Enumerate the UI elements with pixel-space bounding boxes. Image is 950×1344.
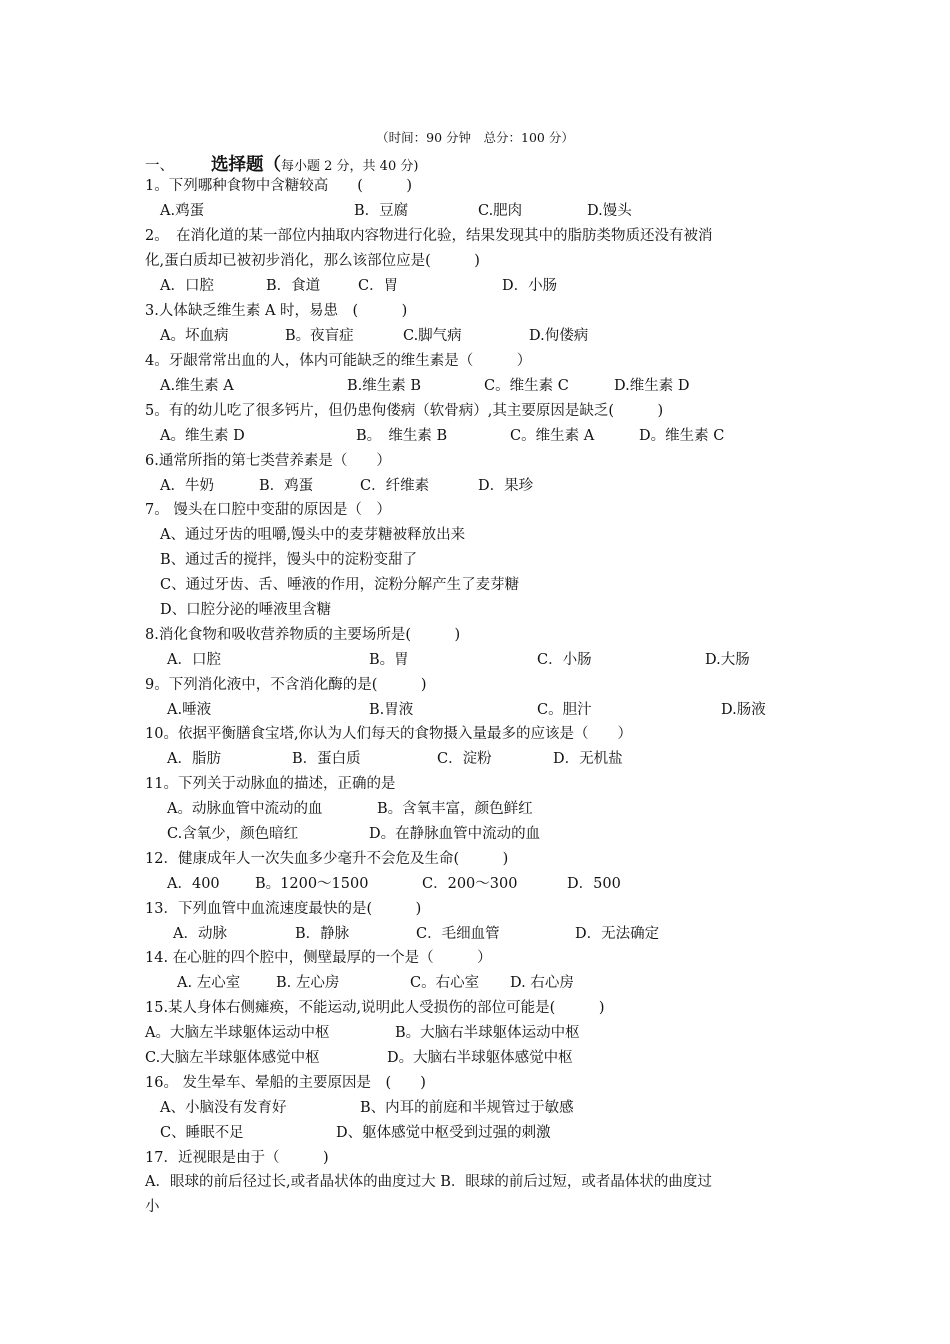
exam-subtitle: （时间：90 分钟 总分：100 分） bbox=[376, 130, 574, 145]
option: D.大肠 bbox=[705, 652, 750, 668]
option: B。胃 bbox=[369, 652, 409, 668]
option: D．无法确定 bbox=[575, 926, 660, 942]
question-stem: 11。下列关于动脉血的描述，正确的是 bbox=[145, 776, 396, 792]
question-stem: 7。 馒头在口腔中变甜的原因是（ ） bbox=[145, 502, 391, 518]
section-title: 选择题 bbox=[211, 155, 264, 175]
option: B．豆腐 bbox=[354, 203, 409, 219]
option: B、内耳的前庭和半规管过于敏感 bbox=[360, 1100, 574, 1116]
option: D．果珍 bbox=[478, 478, 534, 494]
option: B．食道 bbox=[266, 278, 321, 294]
question-stem: 16。 发生晕车、晕船的主要原因是 ( ) bbox=[145, 1075, 426, 1091]
option: B。夜盲症 bbox=[285, 328, 354, 344]
option: D、躯体感觉中枢受到过强的刺激 bbox=[336, 1125, 551, 1141]
section-number: 一、 bbox=[145, 158, 174, 174]
question-stem: 4。牙龈常常出血的人，体内可能缺乏的维生素是（ ） bbox=[145, 353, 532, 369]
option: D.维生素 D bbox=[614, 378, 690, 394]
option: B。1200～1500 bbox=[255, 876, 369, 892]
option: C.含氧少，颜色暗红 bbox=[167, 826, 299, 842]
option: A.维生素 A bbox=[160, 378, 234, 394]
question-stem: 1。下列哪种食物中含糖较高 ( ) bbox=[145, 178, 413, 194]
option: C．毛细血管 bbox=[416, 926, 500, 942]
option: D.肠液 bbox=[721, 702, 766, 718]
option: C．200～300 bbox=[422, 876, 518, 892]
option: A．400 bbox=[167, 876, 220, 892]
question-stem: 5。有的幼儿吃了很多钙片，但仍患佝偻病（软骨病）,其主要原因是缺乏( ) bbox=[145, 403, 664, 419]
option: B. 左心房 bbox=[276, 975, 340, 991]
option: B。大脑右半球躯体运动中枢 bbox=[395, 1025, 580, 1041]
option: C。右心室 bbox=[410, 975, 480, 991]
option: B。 维生素 B bbox=[356, 428, 448, 444]
option: A．脂肪 bbox=[167, 751, 221, 767]
option: C、通过牙齿、舌、唾液的作用，淀粉分解产生了麦芽糖 bbox=[160, 577, 520, 593]
question-stem: 17．近视眼是由于（ ) bbox=[145, 1150, 329, 1166]
question-stem: 14. 在心脏的四个腔中，侧壁最厚的一个是（ ） bbox=[145, 950, 492, 966]
option: D.佝偻病 bbox=[529, 328, 589, 344]
option: B.维生素 B bbox=[347, 378, 422, 394]
option: A。维生素 D bbox=[160, 428, 245, 444]
option: C.大脑左半球躯体感觉中枢 bbox=[145, 1050, 320, 1066]
option: A.唾液 bbox=[167, 702, 212, 718]
question-stem: 12．健康成年人一次失血多少毫升不会危及生命( ) bbox=[145, 851, 509, 867]
option: D．无机盐 bbox=[553, 751, 623, 767]
option: B.胃液 bbox=[369, 702, 414, 718]
option: A．眼球的前后径过长,或者晶状体的曲度过大 B．眼球的前后过短，或者晶体状的曲度过 bbox=[145, 1174, 712, 1190]
question-stem: 13．下列血管中血流速度最快的是( ) bbox=[145, 901, 422, 917]
section-heading bbox=[145, 151, 418, 176]
option: C．淀粉 bbox=[437, 751, 492, 767]
option: C．小肠 bbox=[537, 652, 592, 668]
option: C．胃 bbox=[358, 278, 399, 294]
option: A.鸡蛋 bbox=[160, 203, 205, 219]
option: C。维生素 C bbox=[484, 378, 569, 394]
option: C。维生素 A bbox=[510, 428, 595, 444]
question-stem: 化,蛋白质却已被初步消化，那么该部位应是( ) bbox=[145, 253, 480, 269]
option: A。动脉血管中流动的血 bbox=[167, 801, 323, 817]
option: A．动脉 bbox=[173, 926, 227, 942]
option: C.肥肉 bbox=[478, 203, 523, 219]
question-stem: 10。依据平衡膳食宝塔,你认为人们每天的食物摄入量最多的应该是（ ） bbox=[145, 726, 633, 742]
option: D。在静脉血管中流动的血 bbox=[369, 826, 541, 842]
question-stem: 6.通常所指的第七类营养素是（ ） bbox=[145, 453, 391, 469]
option: A。大脑左半球躯体运动中枢 bbox=[145, 1025, 330, 1041]
option: A．口腔 bbox=[167, 652, 221, 668]
option: D．500 bbox=[567, 876, 621, 892]
option: 小 bbox=[145, 1199, 160, 1215]
option: D．小肠 bbox=[502, 278, 558, 294]
question-stem: 15.某人身体右侧瘫痪，不能运动,说明此人受损伤的部位可能是( ) bbox=[145, 1000, 605, 1016]
question-stem: 3.人体缺乏维生素 A 时，易患 ( ) bbox=[145, 303, 408, 319]
option: D。大脑右半球躯体感觉中枢 bbox=[387, 1050, 573, 1066]
option: A。坏血病 bbox=[160, 328, 229, 344]
section-note: 每小题 2 分，共 40 分) bbox=[281, 159, 419, 174]
option: D.馒头 bbox=[587, 203, 632, 219]
option: C。胆汁 bbox=[537, 702, 592, 718]
option: C．纤维素 bbox=[360, 478, 430, 494]
option: A、小脑没有发育好 bbox=[160, 1100, 287, 1116]
option: C.脚气病 bbox=[403, 328, 462, 344]
option: B．静脉 bbox=[295, 926, 350, 942]
question-stem: 9。下列消化液中，不含消化酶的是( ) bbox=[145, 677, 427, 693]
option: A. 左心室 bbox=[177, 975, 241, 991]
option: C、睡眠不足 bbox=[160, 1125, 244, 1141]
option: B。含氧丰富，颜色鲜红 bbox=[377, 801, 533, 817]
question-stem: 2。 在消化道的某一部位内抽取内容物进行化验，结果发现其中的脂肪类物质还没有被消 bbox=[145, 228, 713, 244]
option: A．牛奶 bbox=[160, 478, 214, 494]
option: B、通过舌的搅拌，馒头中的淀粉变甜了 bbox=[160, 552, 418, 568]
option: A．口腔 bbox=[160, 278, 214, 294]
option: D. 右心房 bbox=[510, 975, 574, 991]
section-paren: （ bbox=[263, 155, 281, 175]
option: B．蛋白质 bbox=[292, 751, 361, 767]
option: A、通过牙齿的咀嚼,馒头中的麦芽糖被释放出来 bbox=[160, 527, 466, 543]
question-stem: 8.消化食物和吸收营养物质的主要场所是( ) bbox=[145, 627, 461, 643]
option: D。维生素 C bbox=[639, 428, 725, 444]
option: D、口腔分泌的唾液里含糖 bbox=[160, 602, 332, 618]
option: B．鸡蛋 bbox=[259, 478, 314, 494]
